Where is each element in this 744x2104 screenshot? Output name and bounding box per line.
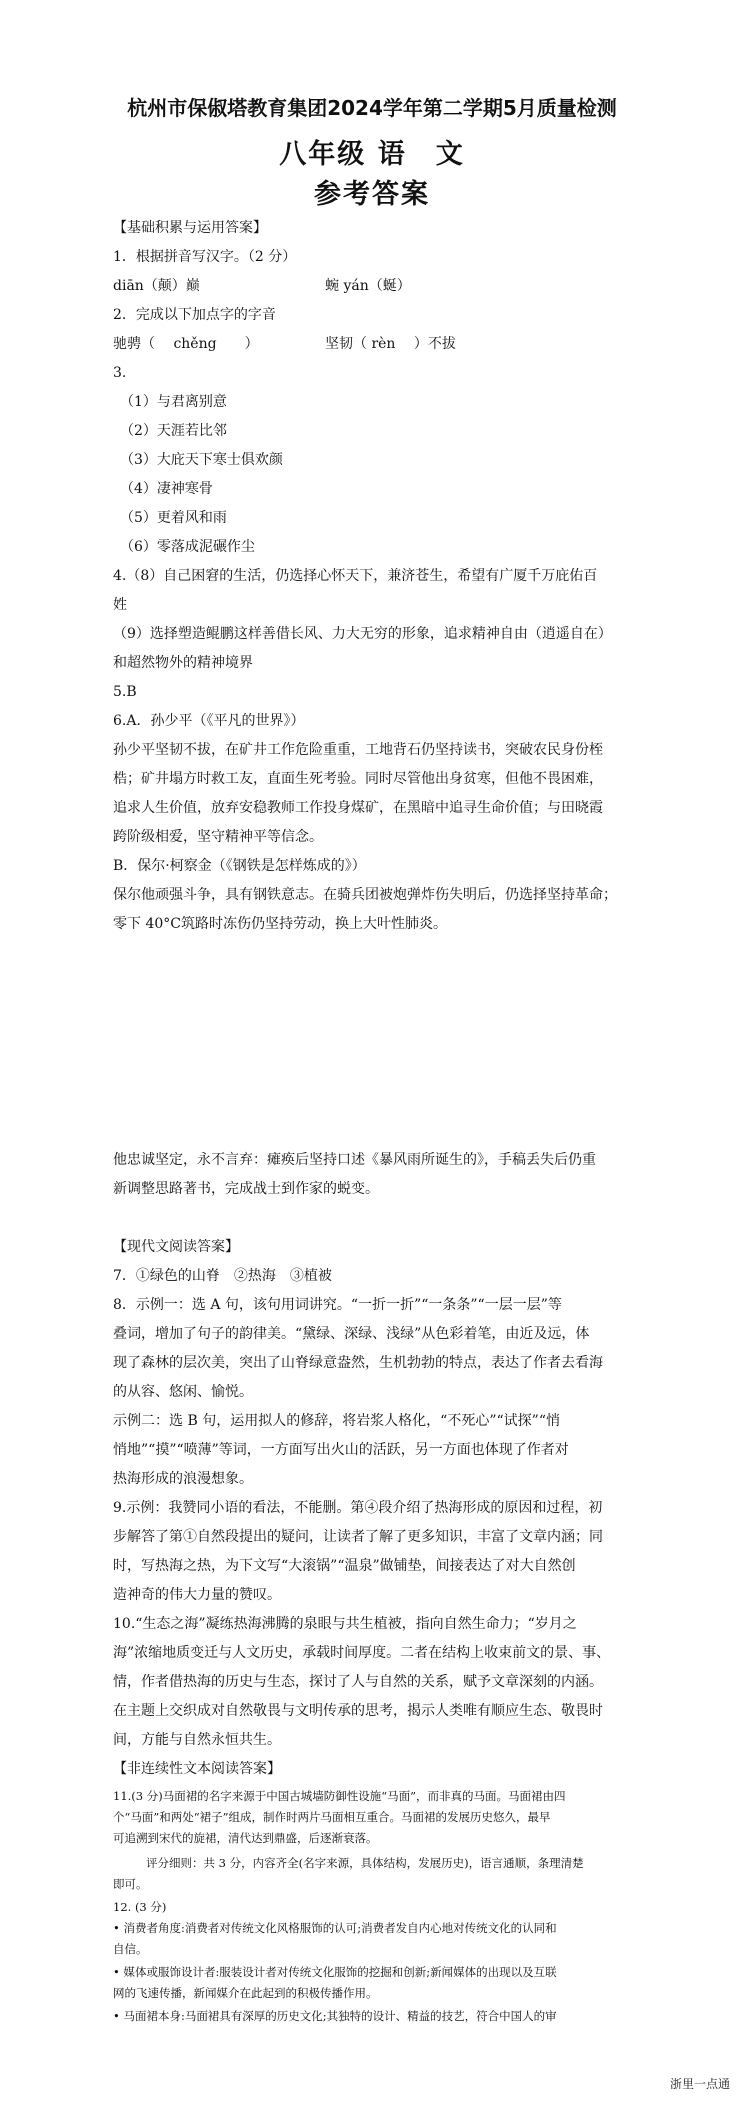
q6-b-line: 零下 40°C筑路时冻伤仍坚持劳动，换上大叶性肺炎。 bbox=[113, 916, 447, 932]
q9-line: 时，写热海之热，为下文写“大滚锅”“温泉”做铺垫，间接表达了对大自然创 bbox=[113, 1558, 576, 1574]
q12-line: • 媒体或服饰设计者:服装设计者对传统文化服饰的挖掘和创新;新闻媒体的出现以及互联 bbox=[113, 1965, 557, 1979]
q6-c-line: 他忠诚坚定，永不言弃：瘫痪后坚持口述《暴风雨所诞生的》，手稿丢失后仍重 bbox=[113, 1152, 596, 1168]
q7-answer: 7．①绿色的山脊 ②热海 ③植被 bbox=[113, 1268, 332, 1284]
q8-line: 8．示例一：选 A 句，该句用词讲究。“一折一折”“一条条”“一层一层”等 bbox=[113, 1297, 562, 1313]
grade-subject-title: 八年级 语 文 bbox=[279, 139, 465, 170]
q6-a-line: 追求人生价值，放弃安稳教师工作投身煤矿，在黑暗中追寻生命价值；与田晓霞 bbox=[113, 800, 603, 816]
footer-watermark: 浙里一点通 bbox=[669, 2077, 730, 2091]
q9-line: 步解答了第①自然段提出的疑问，让读者了解了更多知识，丰富了文章内涵；同 bbox=[113, 1529, 603, 1545]
q2-answer-a: 驰骋（ chěng ） bbox=[113, 336, 259, 352]
q1-answer-b: 蜿 yán（蜒） bbox=[325, 278, 411, 294]
answer-key-title: 参考答案 bbox=[314, 179, 430, 210]
q1-prompt: 1．根据拼音写汉字。（2 分） bbox=[113, 249, 297, 265]
q9-line: 9.示例：我赞同小语的看法，不能删。第④段介绍了热海形成的原因和过程，初 bbox=[113, 1500, 603, 1516]
q5-answer: 5.B bbox=[113, 684, 137, 700]
q3-item: （3）大庇天下寒士俱欢颜 bbox=[120, 452, 283, 468]
q3-item: （5）更着风和雨 bbox=[120, 510, 227, 526]
q11-scoring-line: 评分细则：共 3 分，内容齐全(名字来源，具体结构，发展历史)，语言通顺，条理清楚 bbox=[146, 1856, 584, 1870]
q8-line: 热海形成的浪漫想象。 bbox=[113, 1471, 253, 1487]
q6-a-title: 6.A．孙少平（《平凡的世界》） bbox=[113, 713, 305, 729]
q6-a-line: 梏；矿井塌方时救工友，直面生死考验。同时尽管他出身贫寒，但他不畏困难， bbox=[113, 771, 603, 787]
section-header-basics: 【基础积累与运用答案】 bbox=[113, 220, 267, 236]
q10-line: 间，方能与自然永恒共生。 bbox=[113, 1732, 281, 1748]
q3-item: （6）零落成泥碾作尘 bbox=[120, 539, 255, 555]
q3-prompt: 3. bbox=[113, 365, 127, 381]
q11-scoring-line: 即可。 bbox=[113, 1877, 148, 1891]
q6-a-line: 孙少平坚韧不拔，在矿井工作危险重重，工地背石仍坚持读书，突破农民身份桎 bbox=[113, 742, 603, 758]
q12-line: 自信。 bbox=[113, 1942, 148, 1956]
q6-b-line: 保尔他顽强斗争，具有钢铁意志。在骑兵团被炮弹炸伤失明后，仍选择坚持革命； bbox=[113, 887, 617, 903]
q10-line: 在主题上交织成对自然敬畏与文明传承的思考，揭示人类唯有顺应生态、敬畏时 bbox=[113, 1703, 603, 1719]
q12-line: 网的飞速传播，新闻媒介在此起到的积极传播作用。 bbox=[113, 1986, 378, 2000]
q2-prompt: 2．完成以下加点字的字音 bbox=[113, 307, 276, 323]
q3-item: （4）凄神寒骨 bbox=[120, 481, 213, 497]
q3-item: （2）天涯若比邻 bbox=[120, 423, 227, 439]
q8-line: 的从容、悠闲、愉悦。 bbox=[113, 1384, 253, 1400]
q4-line: 和超然物外的精神境界 bbox=[113, 655, 253, 671]
q11-line: 个“马面”和两处“裙子”组成，制作时两片马面相互重合。马面裙的发展历史悠久，最早 bbox=[113, 1810, 551, 1824]
section-header-modern-reading: 【现代文阅读答案】 bbox=[113, 1239, 239, 1255]
q11-line: 可追溯到宋代的旋裙，清代达到鼎盛，后逐渐衰落。 bbox=[113, 1831, 378, 1845]
q6-b-title: B．保尔·柯察金（《钢铁是怎样炼成的》） bbox=[113, 858, 366, 874]
q8-line: 叠词，增加了句子的韵律美。“黛绿、深绿、浅绿”从色彩着笔，由近及远，体 bbox=[113, 1326, 590, 1342]
q8-line: 悄地”“摸”“喷薄”等词，一方面写出火山的活跃，另一方面也体现了作者对 bbox=[113, 1442, 569, 1458]
q12-line: • 马面裙本身:马面裙具有深厚的历史文化;其独特的设计、精益的技艺，符合中国人的审 bbox=[113, 2009, 557, 2023]
q6-a-line: 跨阶级相爱，坚守精神平等信念。 bbox=[113, 829, 323, 845]
section-header-nonlinear-text: 【非连续性文本阅读答案】 bbox=[113, 1761, 281, 1777]
q4-line: 姓 bbox=[113, 597, 127, 613]
q10-line: 海”浓缩地质变迁与人文历史，承载时间厚度。二者在结构上收束前文的景、事、 bbox=[113, 1645, 611, 1661]
q9-line: 造神奇的伟大力量的赞叹。 bbox=[113, 1587, 281, 1603]
exam-title: 杭州市保俶塔教育集团2024学年第二学期5月质量检测 bbox=[127, 96, 617, 120]
q12-line: • 消费者角度:消费者对传统文化风格服饰的认可;消费者发自内心地对传统文化的认同和 bbox=[113, 1921, 557, 1935]
q11-line: 11.(3 分)马面裙的名字来源于中国古城墙防御性设施“马面”，而非真的马面。马面裙由四 bbox=[113, 1789, 566, 1803]
q6-c-line: 新调整思路著书，完成战士到作家的蜕变。 bbox=[113, 1181, 379, 1197]
q2-answer-b: 坚韧（ rèn ）不拔 bbox=[325, 336, 456, 352]
q1-answer-a: diān（颠）巅 bbox=[113, 278, 200, 294]
q3-item: （1）与君离别意 bbox=[120, 394, 227, 410]
q12-prompt: 12. (3 分) bbox=[113, 1900, 167, 1914]
q10-line: 情，作者借热海的历史与生态，探讨了人与自然的关系，赋予文章深刻的内涵。 bbox=[113, 1674, 603, 1690]
q4-line: （9）选择塑造鲲鹏这样善借长风、力大无穷的形象，追求精神自由（逍遥自在） bbox=[113, 626, 612, 642]
q8-line: 现了森林的层次美，突出了山脊绿意盎然，生机勃勃的特点，表达了作者去看海 bbox=[113, 1355, 603, 1371]
q4-line: 4.（8）自己困窘的生活，仍选择心怀天下，兼济苍生，希望有广厦千万庇佑百 bbox=[113, 568, 598, 584]
q10-line: 10.“生态之海”凝练热海沸腾的泉眼与共生植被，指向自然生命力；“岁月之 bbox=[113, 1616, 577, 1632]
q8-line: 示例二：选 B 句，运用拟人的修辞，将岩浆人格化，“不死心”“试探”“悄 bbox=[113, 1413, 560, 1429]
